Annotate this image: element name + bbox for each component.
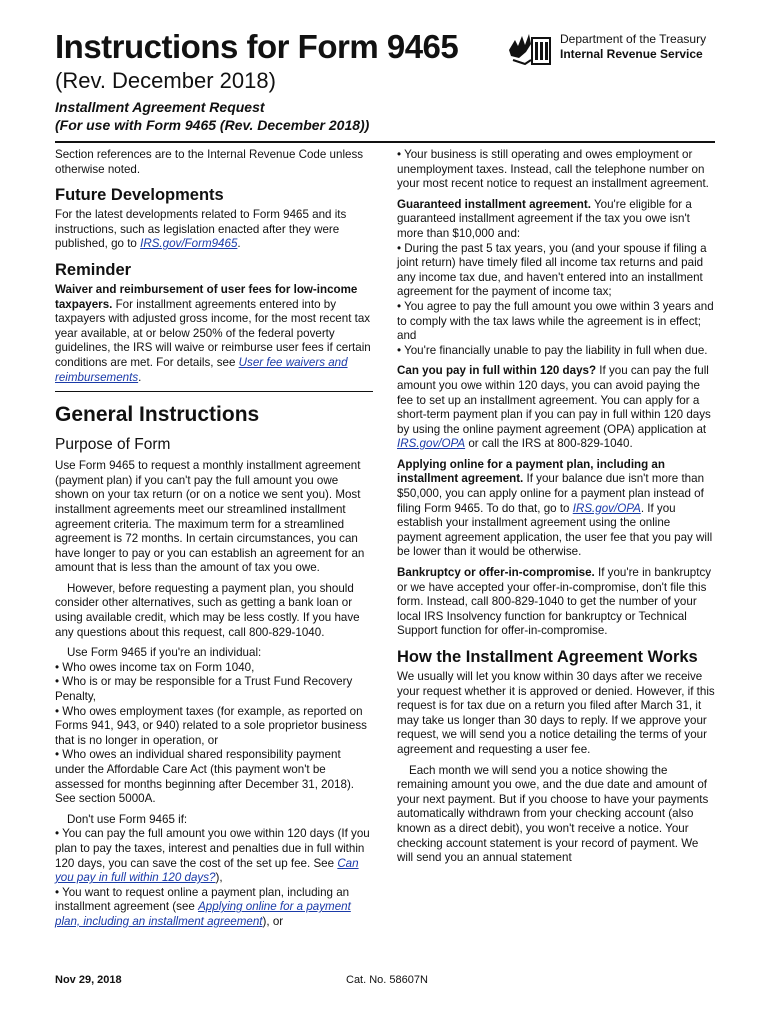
bankruptcy-bold: Bankruptcy or offer-in-compromise.: [397, 566, 595, 580]
online-bold: Applying online for a payment plan, including an installment agreement.: [397, 457, 665, 486]
applying-online-link[interactable]: Applying online for a payment plan, including an installment agreement: [55, 900, 351, 928]
use-if-intro: Use Form 9465 if you're an individual:: [67, 646, 262, 660]
dont-b2-end: ), or: [262, 914, 284, 928]
online-text: If your balance due isn't more than $50,000, you can apply online for a payment plan instead of filing Form 9465. To do that, go to: [397, 472, 705, 515]
revision-date: (Rev. December 2018): [55, 68, 276, 93]
general-instructions-heading: General Instructions: [55, 403, 260, 427]
left-column: [55, 148, 373, 930]
future-developments-paragraph: [55, 208, 373, 252]
guaranteed-text: You're eligible for a guaranteed installment agreement if the tax you owe isn't more than $10,000 and:: [397, 197, 692, 240]
page-title: Instructions for Form 9465: [55, 28, 459, 65]
list-item: • You agree to pay the full amount you owe within 3 years and to comply with the tax laws while the agreement is in effect; and: [397, 299, 714, 343]
dont-use-intro: Don't use Form 9465 if:: [67, 812, 188, 826]
irs-opa-link-2[interactable]: IRS.gov/OPA: [572, 501, 641, 515]
footer-date: Nov 29, 2018: [55, 974, 122, 986]
guaranteed-paragraph: [397, 198, 717, 242]
list-item: • Who owes an individual shared responsibility payment under the Affordable Care Act (this payment won't be assessed for months beginning after December 31, 2018). See section 5000A.: [55, 748, 355, 806]
use-if-list: [55, 661, 373, 807]
purpose-of-form-heading: Purpose of Form: [55, 436, 171, 454]
intro-paragraph: Section references are to the Internal Revenue Code unless otherwise noted.: [55, 148, 364, 176]
how-it-works-heading: How the Installment Agreement Works: [397, 648, 698, 666]
agency-name: Internal Revenue Service: [560, 47, 703, 61]
footer-catalog-number: Cat. No. 58607N: [346, 974, 428, 986]
purpose-paragraph: Use Form 9465 to request a monthly installment agreement (payment plan) if you can't pay the full amount you owe shown on your tax return (or on a notice we sent you). Most installment agreements meet our streamlined installment agreement criteria. The maximum term for a streamlined agreement is 72 months. In certain circumstances, you can have longer to pay or you can establish an agreement for an amount that is less than the amount of tax you owe.: [55, 459, 365, 575]
irs-eagle-logo-icon: [505, 30, 555, 70]
reminder-bold: Waiver and reimbursement of user fees for low-income taxpayers.: [55, 282, 358, 311]
can-pay-end: or call the IRS at 800-829-1040.: [465, 437, 633, 451]
form9465-link[interactable]: IRS.gov/Form9465: [140, 237, 238, 251]
future-end: .: [237, 237, 241, 251]
dont-b1-end: ),: [215, 871, 223, 885]
section-divider: [55, 391, 373, 392]
department-name: Department of the Treasury: [560, 32, 707, 46]
guaranteed-bold: Guaranteed installment agreement.: [397, 197, 591, 211]
can-pay-link[interactable]: Can you pay in full within 120 days?: [55, 856, 359, 885]
right-column: [397, 148, 717, 872]
list-item: [55, 886, 373, 930]
however-paragraph: However, before requesting a payment plan, you should consider other alternatives, such as getting a bank loan or using available credit, which may be less costly. If you have any questions about this request, call 800-829-1040.: [55, 581, 360, 639]
irs-opa-link[interactable]: IRS.gov/OPA: [397, 437, 466, 451]
can-pay-paragraph: [397, 364, 717, 452]
bankruptcy-text: If you're in bankruptcy or we have accepted your offer-in-compromise, don't file this form. Instead, call 800-829-1040 to get the number of your local IRS Insolvency function for bankruptcy or Technical Support function for offer-in-compromise.: [397, 566, 712, 638]
reminder-heading: Reminder: [55, 260, 132, 279]
how-paragraph-2: Each month we will send you a notice showing the remaining amount you owe, and the due date and amount of your next payment. But if you choose to have your payments automatically withdrawn from your checking account (also known as a direct debit), you won't receive a notice. Your checking account statement is your record of payment. We will send you an annual statement: [397, 763, 709, 865]
can-pay-text: If you can pay the full amount you owe within 120 days, you can avoid paying the fee to set up an installment agreement. You can apply for a short-term payment plan if you can pay in full within 120 days by using the online payment agreement (OPA) application at: [397, 364, 711, 436]
list-item: • Who owes income tax on Form 1040,: [55, 660, 255, 674]
header-divider: [55, 141, 715, 143]
dont-b2-text: • You want to request online a payment plan, including an installment agreement (see: [55, 885, 350, 914]
list-item: • Your business is still operating and owes employment or unemployment taxes. Instead, call the telephone number on your most recent notice to request an installment agreement.: [397, 148, 709, 191]
future-developments-heading: Future Developments: [55, 186, 224, 205]
user-fee-waivers-link[interactable]: User fee waivers and reimbursements: [55, 355, 348, 384]
list-item: [55, 827, 373, 885]
list-item: • You're financially unable to pay the liability in full when due.: [397, 343, 708, 357]
bankruptcy-paragraph: [397, 566, 717, 639]
reminder-text: For installment agreements entered into by taxpayers with adjusted gross income, for the most recent tax year available, at or below 250% of the federal poverty guidelines, the IRS will waive or reimburse user fees if certain conditions are met. For details, see: [55, 297, 371, 369]
dont-b1-text: • You can pay the full amount you owe within 120 days (If you plan to pay the taxes, interest and penalties due in full within 120 days, you can save the cost of the set up fee. See: [55, 827, 370, 870]
list-item: • Who is or may be responsible for a Trust Fund Recovery Penalty,: [55, 675, 353, 704]
list-item: • During the past 5 tax years, you (and your spouse if filing a joint return) have timely filed all income tax returns and paid any income tax due, and haven't entered into an installment agreement for the payment of income tax;: [397, 241, 707, 299]
reminder-paragraph: [55, 283, 373, 385]
how-paragraph-1: We usually will let you know within 30 days after we receive your request whether it is approved or denied. However, if this request is for tax due on a return you filed after March 31, it may take us longer than 30 days to reply. If we approve your request, we will send you a notice detailing the terms of your agreement and requesting a user fee.: [397, 670, 715, 756]
form-subtitle: Installment Agreement Request: [55, 99, 265, 115]
future-text: For the latest developments related to Form 9465 and its instructions, such as legislation enacted after they were published, go to: [55, 208, 347, 251]
list-item: • Who owes employment taxes (for example, as reported on Forms 941, 943, or 940) related to a sole proprietor business that is no longer in operation, or: [55, 704, 367, 747]
online-paragraph: [397, 458, 717, 560]
form-usage-note: (For use with Form 9465 (Rev. December 2018)): [55, 117, 370, 133]
can-pay-bold: Can you pay in full within 120 days?: [397, 364, 597, 378]
online-end: . If you establish your installment agreement using the online payment agreement application, the user fee that you pay will be lower than it would be otherwise.: [397, 501, 713, 559]
reminder-end: .: [138, 370, 142, 384]
